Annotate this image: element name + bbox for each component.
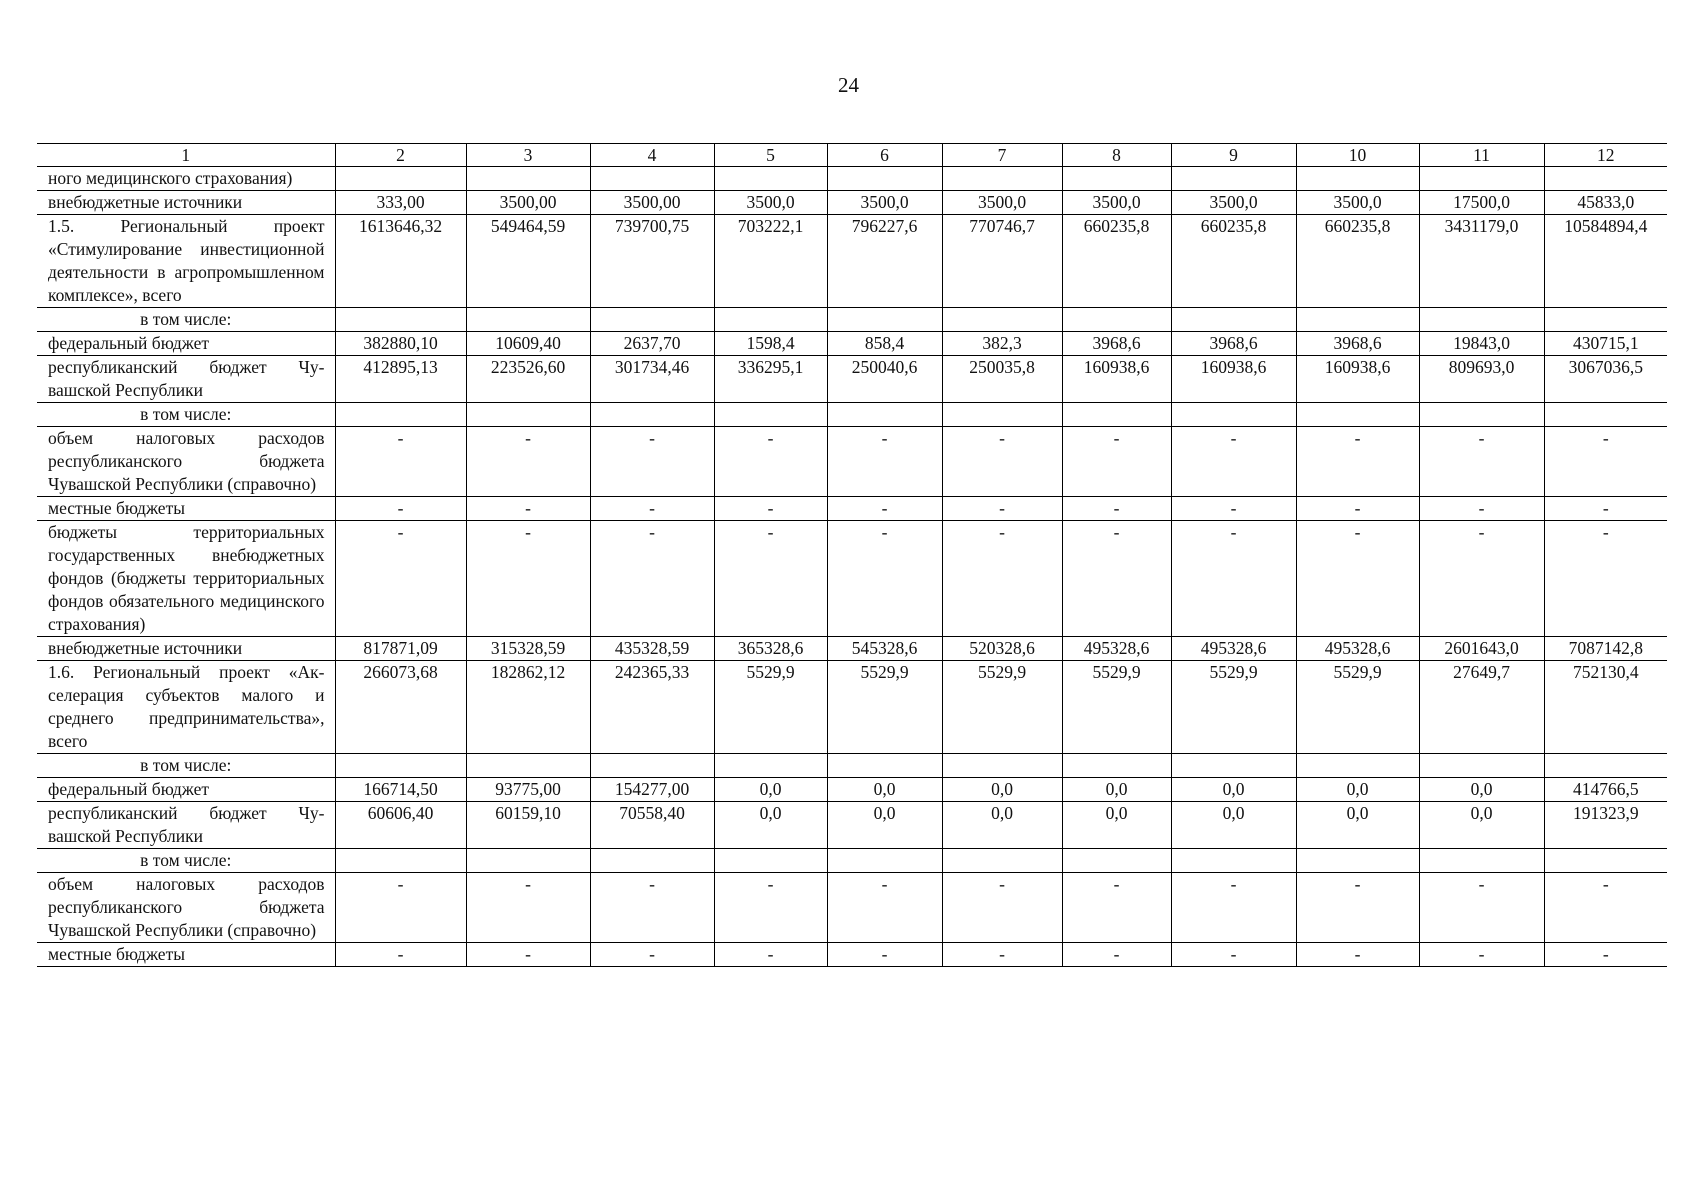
table-cell: 242365,33 [590,661,714,754]
table-cell: - [1062,873,1171,943]
table-cell: - [942,427,1062,497]
table-body [37,144,1667,967]
table-cell: - [1062,943,1171,967]
table-cell: 315328,59 [466,637,590,661]
table-row [37,521,1667,637]
table-cell: 660235,8 [1296,215,1419,308]
table-cell: 160938,6 [1296,356,1419,403]
column-header: 5 [714,144,827,167]
budget-table [37,143,1667,967]
table-cell [1062,167,1171,191]
table-cell [590,754,714,778]
table-cell: - [466,943,590,967]
table-cell: 336295,1 [714,356,827,403]
table-cell: 27649,7 [1419,661,1544,754]
table-cell: - [1062,427,1171,497]
table-cell: 549464,59 [466,215,590,308]
column-header: 11 [1419,144,1544,167]
table-row [37,356,1667,403]
table-cell: - [1419,497,1544,521]
table-cell: 2637,70 [590,332,714,356]
table-cell: 752130,4 [1544,661,1667,754]
row-label: бюджеты территориальных государственных внебюджетных фондов (бюджеты территориальных фондов обязательного медицинского страхования) [37,521,335,637]
table-cell [1171,308,1296,332]
table-cell [1171,849,1296,873]
table-cell: - [1419,427,1544,497]
table-cell: 1613646,32 [335,215,466,308]
row-label: объем налоговых расходов республиканского бюджета Чувашской Республики (справочно) [37,873,335,943]
table-cell: - [1171,873,1296,943]
table-cell: - [1296,427,1419,497]
table-cell [1062,754,1171,778]
table-cell [335,754,466,778]
table-cell [590,167,714,191]
table-cell: - [1544,521,1667,637]
table-cell: - [1062,521,1171,637]
table-cell: - [590,497,714,521]
table-cell: 0,0 [942,802,1062,849]
table-cell: - [1544,427,1667,497]
table-cell: 60606,40 [335,802,466,849]
table-cell: 3500,0 [942,191,1062,215]
table-cell: 809693,0 [1419,356,1544,403]
table-cell: 166714,50 [335,778,466,802]
table-cell: - [1419,521,1544,637]
table-cell: 0,0 [1062,778,1171,802]
table-row [37,778,1667,802]
table-cell [827,403,942,427]
table-cell: 5529,9 [714,661,827,754]
row-label: федеральный бюджет [37,332,335,356]
table-cell: 0,0 [1171,778,1296,802]
table-cell: 858,4 [827,332,942,356]
table-cell: - [466,497,590,521]
table-cell [466,308,590,332]
table-cell [1171,403,1296,427]
table-row [37,754,1667,778]
table-cell [942,754,1062,778]
table-cell [942,308,1062,332]
table-cell [1062,403,1171,427]
table-cell: - [714,943,827,967]
table-cell: - [827,427,942,497]
table-cell: 5529,9 [1296,661,1419,754]
table-cell: 191323,9 [1544,802,1667,849]
table-cell: 430715,1 [1544,332,1667,356]
table-cell: 45833,0 [1544,191,1667,215]
table-cell: - [714,427,827,497]
table-cell [1171,167,1296,191]
table-cell: 382880,10 [335,332,466,356]
header-row [37,144,1667,167]
table-cell [827,167,942,191]
column-header: 10 [1296,144,1419,167]
table-cell [714,308,827,332]
table-cell: 250035,8 [942,356,1062,403]
table-cell: 3500,0 [714,191,827,215]
table-cell [714,403,827,427]
table-cell: 3968,6 [1296,332,1419,356]
table-cell: 739700,75 [590,215,714,308]
table-cell: 3500,0 [827,191,942,215]
table-cell: - [1296,873,1419,943]
table-cell: 660235,8 [1062,215,1171,308]
table-cell: - [1171,497,1296,521]
table-cell [466,167,590,191]
page-number: 24 [838,73,859,97]
table-cell [1419,308,1544,332]
table-cell [466,403,590,427]
table-cell: 3500,00 [466,191,590,215]
table-cell: 250040,6 [827,356,942,403]
table-cell: 0,0 [827,802,942,849]
column-header: 4 [590,144,714,167]
row-label: ного медицинского страхования) [37,167,335,191]
table-cell: 3500,0 [1171,191,1296,215]
table-cell [1062,849,1171,873]
table-cell: 7087142,8 [1544,637,1667,661]
table-cell: - [335,427,466,497]
table-cell: - [827,943,942,967]
table-cell: 223526,60 [466,356,590,403]
table-cell: - [1296,521,1419,637]
table-cell: 0,0 [1419,802,1544,849]
table-cell [466,849,590,873]
table-cell: 60159,10 [466,802,590,849]
table-cell: - [1419,873,1544,943]
table-cell [1296,849,1419,873]
column-header: 7 [942,144,1062,167]
table-cell [827,308,942,332]
table-cell: - [942,497,1062,521]
row-label: в том числе: [37,754,335,778]
row-label: внебюджетные источники [37,637,335,661]
table-cell: 3968,6 [1062,332,1171,356]
table-cell [942,403,1062,427]
table-cell [335,167,466,191]
table-cell: - [1544,497,1667,521]
column-header: 9 [1171,144,1296,167]
table-cell [335,403,466,427]
table-cell: 1598,4 [714,332,827,356]
table-cell: 382,3 [942,332,1062,356]
table-cell: 520328,6 [942,637,1062,661]
table-cell [590,308,714,332]
table-cell: 3500,0 [1296,191,1419,215]
row-label: объем налоговых расходов республиканского бюджета Чувашской Республики (справочно) [37,427,335,497]
table-cell: 3968,6 [1171,332,1296,356]
table-cell: 3500,0 [1062,191,1171,215]
table-cell: 301734,46 [590,356,714,403]
table-row [37,167,1667,191]
table-cell: 160938,6 [1171,356,1296,403]
table-cell: 3067036,5 [1544,356,1667,403]
table-row [37,661,1667,754]
column-header: 6 [827,144,942,167]
table-cell: 0,0 [1296,778,1419,802]
table-cell: - [1544,873,1667,943]
table-row [37,637,1667,661]
table-cell [1419,849,1544,873]
table-cell [942,167,1062,191]
table-cell: 5529,9 [1171,661,1296,754]
table-cell: 0,0 [1062,802,1171,849]
table-cell: 0,0 [942,778,1062,802]
table-cell: 770746,7 [942,215,1062,308]
table-cell: - [335,497,466,521]
table-cell: 435328,59 [590,637,714,661]
table-cell: - [942,873,1062,943]
table-cell: 545328,6 [827,637,942,661]
table-cell: - [1419,943,1544,967]
table-row [37,403,1667,427]
table-cell [1544,754,1667,778]
table-cell [1296,167,1419,191]
table-cell: - [1171,427,1296,497]
table-cell: - [1296,943,1419,967]
table-cell: 266073,68 [335,661,466,754]
row-label: местные бюджеты [37,943,335,967]
table-cell: - [1296,497,1419,521]
table-cell: 660235,8 [1171,215,1296,308]
table-cell [1062,308,1171,332]
table-cell: 0,0 [827,778,942,802]
table-cell: - [1171,521,1296,637]
table-cell [1171,754,1296,778]
table-row [37,332,1667,356]
table-cell [1419,167,1544,191]
table-cell [1419,754,1544,778]
table-cell: 0,0 [714,778,827,802]
table-cell [1544,849,1667,873]
table-cell [1544,308,1667,332]
row-label: внебюджетные источники [37,191,335,215]
table-cell [335,308,466,332]
table-cell [590,849,714,873]
table-cell: 495328,6 [1171,637,1296,661]
column-header: 1 [37,144,335,167]
table-cell: 412895,13 [335,356,466,403]
table-cell: 3500,00 [590,191,714,215]
table-cell [827,849,942,873]
table-cell: - [466,873,590,943]
column-header: 8 [1062,144,1171,167]
table-cell: 5529,9 [942,661,1062,754]
table-cell [1296,308,1419,332]
table-cell: 0,0 [1296,802,1419,849]
table-cell: 19843,0 [1419,332,1544,356]
table-cell: - [827,521,942,637]
table-cell: 5529,9 [827,661,942,754]
table-cell: 0,0 [714,802,827,849]
row-label: в том числе: [37,308,335,332]
row-label: федеральный бюджет [37,778,335,802]
table-cell: - [590,873,714,943]
table-cell: 333,00 [335,191,466,215]
column-header: 12 [1544,144,1667,167]
table-cell [1544,167,1667,191]
row-label: в том числе: [37,403,335,427]
table-row [37,191,1667,215]
table-cell: 703222,1 [714,215,827,308]
row-label: 1.6. Региональный проект «Акселерация субъектов малого и среднего предпринимательства», всего [37,661,335,754]
table-cell: 365328,6 [714,637,827,661]
table-row [37,943,1667,967]
table-cell [827,754,942,778]
table-cell: - [1062,497,1171,521]
table-cell: 817871,09 [335,637,466,661]
table-cell [1544,403,1667,427]
table-cell [590,403,714,427]
table-cell: 10609,40 [466,332,590,356]
table-cell: 160938,6 [1062,356,1171,403]
table-cell [335,849,466,873]
table-row [37,873,1667,943]
table-cell: 3431179,0 [1419,215,1544,308]
table-cell: 495328,6 [1296,637,1419,661]
table-cell: - [942,521,1062,637]
table-cell: 0,0 [1171,802,1296,849]
row-label: в том числе: [37,849,335,873]
table-cell: 495328,6 [1062,637,1171,661]
table-row [37,849,1667,873]
table-cell: - [590,943,714,967]
table-cell: - [714,497,827,521]
table-cell: - [335,943,466,967]
table-cell: - [714,521,827,637]
row-label: 1.5. Региональный проект «Стимулирование инвестиционной деятельности в агропромышленном комплексе», всего [37,215,335,308]
table-cell: - [335,521,466,637]
table-cell: - [827,497,942,521]
table-cell: - [942,943,1062,967]
table-cell: - [466,521,590,637]
table-cell: 70558,40 [590,802,714,849]
table-cell: 17500,0 [1419,191,1544,215]
table-cell: 0,0 [1419,778,1544,802]
column-header: 3 [466,144,590,167]
table-cell [466,754,590,778]
table-cell: - [466,427,590,497]
table-cell: - [1544,943,1667,967]
table-cell: - [590,427,714,497]
table-cell [1419,403,1544,427]
column-header: 2 [335,144,466,167]
table-cell: - [1171,943,1296,967]
row-label: местные бюджеты [37,497,335,521]
table-cell [714,849,827,873]
table-cell: 414766,5 [1544,778,1667,802]
table-cell [942,849,1062,873]
table-cell: 154277,00 [590,778,714,802]
table-cell [714,754,827,778]
table-row [37,427,1667,497]
table-cell: 93775,00 [466,778,590,802]
table-cell: 2601643,0 [1419,637,1544,661]
table-cell: - [714,873,827,943]
table-cell [1296,754,1419,778]
table-cell [714,167,827,191]
row-label: республиканский бюджет Чувашской Республики [37,802,335,849]
table-cell [1296,403,1419,427]
row-label: республиканский бюджет Чувашской Республики [37,356,335,403]
table-cell: - [827,873,942,943]
table-cell: 182862,12 [466,661,590,754]
table-row [37,802,1667,849]
table-cell: 10584894,4 [1544,215,1667,308]
table-row [37,215,1667,308]
table-cell: 796227,6 [827,215,942,308]
table-cell: - [335,873,466,943]
table-row [37,308,1667,332]
table-row [37,497,1667,521]
table-cell: - [590,521,714,637]
table-cell: 5529,9 [1062,661,1171,754]
